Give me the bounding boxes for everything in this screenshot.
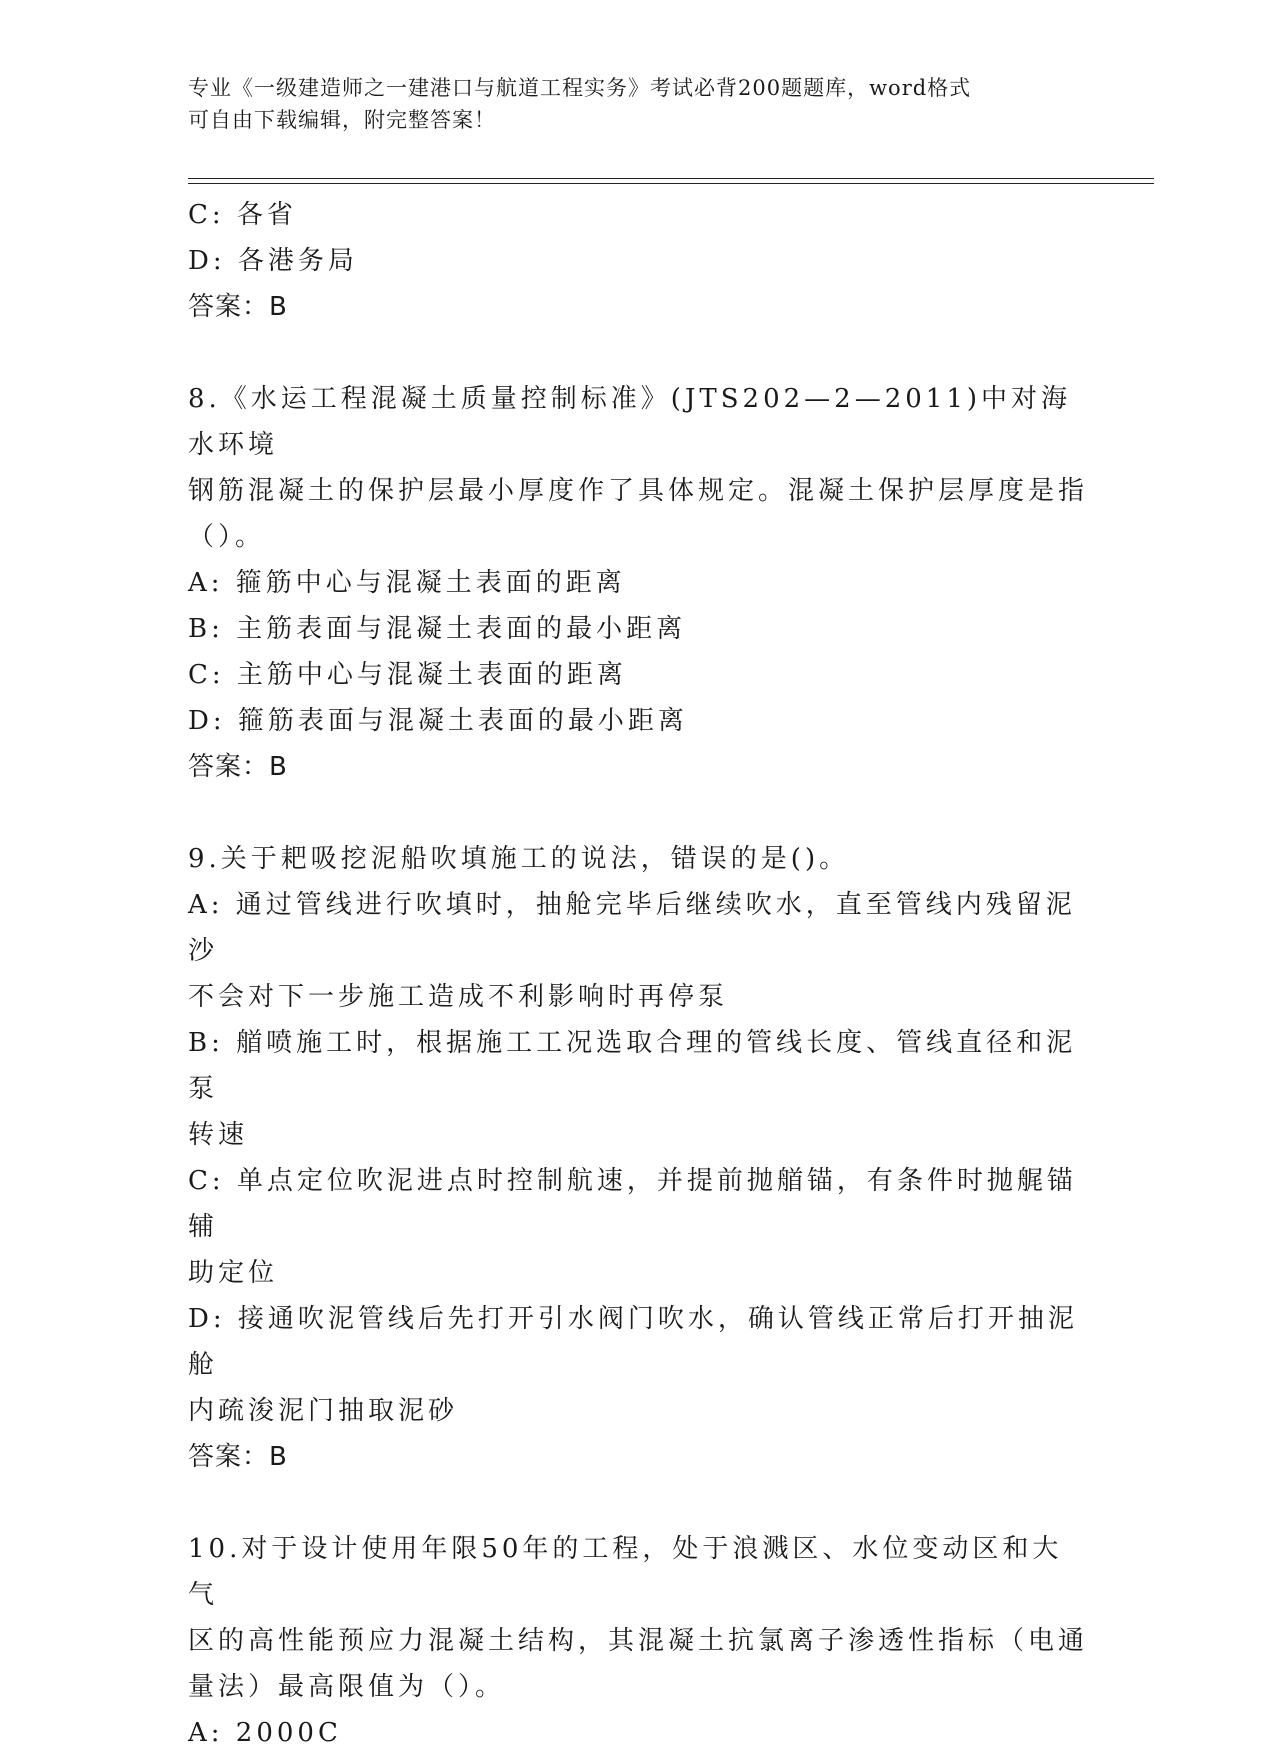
option-a: A: 箍筋中心与混凝土表面的距离 xyxy=(188,568,626,598)
option-a-cont: 不会对下一步施工造成不利影响时再停泵 xyxy=(188,982,729,1012)
option-a: A: 2000C xyxy=(188,1718,342,1748)
option-d: D: 接通吹泥管线后先打开引水阀门吹水，确认管线正常后打开抽泥舱 xyxy=(188,1304,1078,1380)
document-header xyxy=(188,72,1068,136)
question-stem: （）。 xyxy=(188,522,266,552)
question-stem: 10.对于设计使用年限50年的工程，处于浪溅区、水位变动区和大气 xyxy=(188,1534,1063,1610)
question-stem: 9.关于耙吸挖泥船吹填施工的说法，错误的是()。 xyxy=(188,844,850,874)
option-b-cont: 转速 xyxy=(188,1120,249,1150)
spacer xyxy=(188,790,1088,836)
option-c-cont: 助定位 xyxy=(188,1258,279,1288)
option-b: B: 艏喷施工时，根据施工工况选取合理的管线长度、管线直径和泥泵 xyxy=(188,1028,1077,1104)
question-9 xyxy=(188,836,1088,1480)
question-stem: 区的高性能预应力混凝土结构，其混凝土抗氯离子渗透性指标（电通 xyxy=(188,1626,1089,1656)
option-b: B: 主筋表面与混凝土表面的最小距离 xyxy=(188,614,687,644)
answer: 答案：B xyxy=(188,752,288,782)
option-d: D: 各港务局 xyxy=(188,246,358,276)
spacer xyxy=(188,330,1088,376)
question-stem: 8.《水运工程混凝土质量控制标准》(JTS202—2—2011)中对海水环境 xyxy=(188,384,1072,460)
option-d: D: 箍筋表面与混凝土表面的最小距离 xyxy=(188,706,688,736)
header-line-1: 专业《一级建造师之一建港口与航道工程实务》考试必背200题题库，word格式 xyxy=(188,76,972,100)
option-d-cont: 内疏浚泥门抽取泥砂 xyxy=(188,1396,459,1426)
option-c: C: 单点定位吹泥进点时控制航速，并提前抛艏锚，有条件时抛艉锚辅 xyxy=(188,1166,1077,1242)
answer: 答案：B xyxy=(188,292,288,322)
question-8 xyxy=(188,376,1088,790)
question-10 xyxy=(188,1526,1088,1756)
option-a: A: 通过管线进行吹填时，抽舱完毕后继续吹水，直至管线内残留泥沙 xyxy=(188,890,1076,966)
spacer xyxy=(188,1480,1088,1526)
question-stem: 钢筋混凝土的保护层最小厚度作了具体规定。混凝土保护层厚度是指 xyxy=(188,476,1089,506)
header-rule-bottom xyxy=(188,183,1154,184)
option-c: C: 主筋中心与混凝土表面的距离 xyxy=(188,660,627,690)
option-c: C: 各省 xyxy=(188,200,297,230)
header-rule-top xyxy=(188,178,1154,179)
question-stem: 量法）最高限值为（）。 xyxy=(188,1672,506,1702)
prev-question xyxy=(188,192,1088,330)
answer: 答案：B xyxy=(188,1442,288,1472)
question-content xyxy=(188,192,1088,1756)
header-line-2: 可自由下载编辑，附完整答案！ xyxy=(188,108,496,132)
